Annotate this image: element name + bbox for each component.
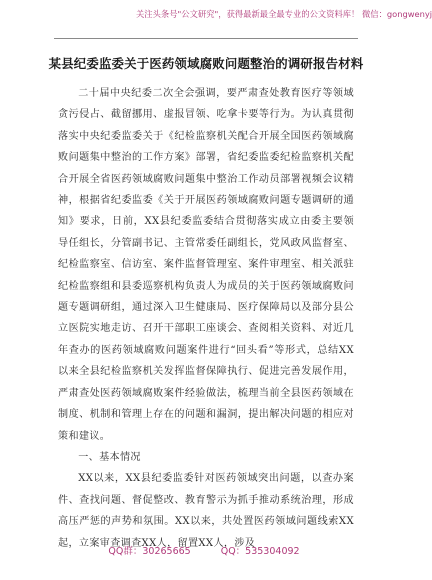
footer-qq: QQ：535304092 [220, 546, 300, 557]
footer-qq-group: QQ群：30265665 [108, 546, 191, 557]
section-heading: 一、基本情况 [78, 451, 141, 463]
body-paragraph: XX以来，XX县纪委监委针对医药领域突出问题，以查办案件、查找问题、督促整改、教育警示为抓手推动系统治理，形成高压严惩的声势和氛围。XX以来，共处置医药领域问题线索XX起，立案审查调查XX人，留置XX人，涉及 [58, 473, 354, 549]
body-paragraph: 二十届中央纪委二次全会强调，要严肃查处教育医疗等领域贪污侵占、截留挪用、虚报冒领、吃拿卡要等行为。为认真贯彻落实中央纪委监委关于《纪检监察机关配合开展全国医药领域腐败问题集中整治的工作方案》部署，省纪委监委纪检监察机关配合开展全省医药领域腐败问题集中整治工作动员部署视频会议精神，根据省纪委监委《关于开展医药领域腐败问题专题调研的通知》要求，日前，XX县纪委监委结合贯彻落实成立由委主要领导任组长，分管副书记、主管常委任副组长，党风政风监督室、纪检监察室、信访室、案件监督管理室、案件审理室、相关派驻纪检监察组和县委巡察机构负责人为成员的关于医药领域腐败问题专题调研组，通过深入卫生健康局、医疗保障局以及部分县公立医院实地走访、召开干部职工座谈会、查阅相关资料、对近几年查办的医药领域腐败问题案件进行“回头看”等形式，总结XX以来全县纪检监察机关发挥监督保障执行、促进完善发展作用，严肃查处医药领域腐败案件经验做法，梳理当前全县医药领域在制度、机制和管理上存在的问题和漏洞，提出解决问题的相应对策和建议。 [58, 88, 354, 442]
header-banner: 关注头条号"公文研究"，获得最新最全最专业的公文资料库！ 微信：gongwenyj [136, 9, 432, 19]
document-body [58, 83, 354, 554]
document-title: 某县纪委监委关于医药领域腐败问题整治的调研报告材料 [48, 56, 364, 71]
header-divider [54, 38, 358, 39]
footer-contact [0, 543, 408, 557]
